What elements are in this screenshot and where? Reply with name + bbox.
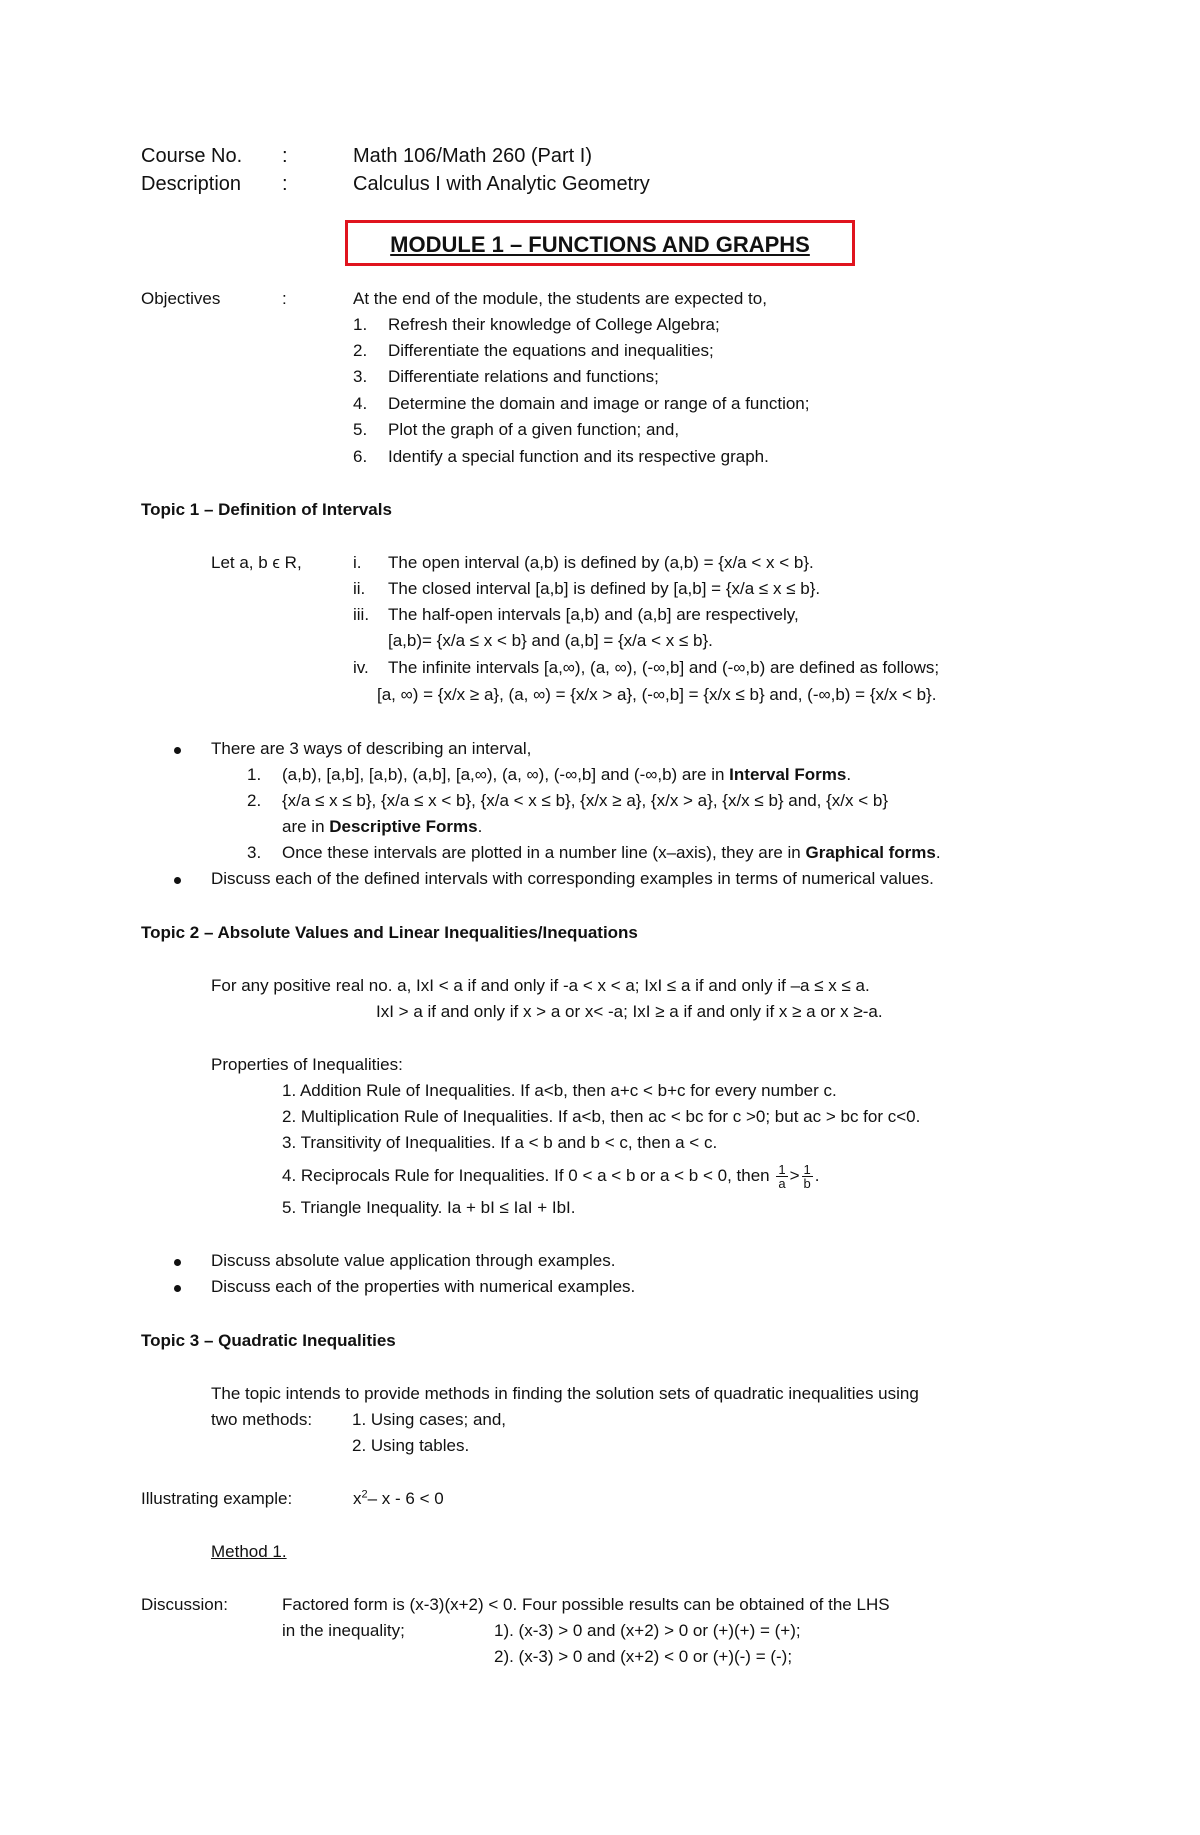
objective-number: 4.	[353, 394, 368, 413]
description-colon: :	[282, 173, 288, 195]
topic3-intro: The topic intends to provide methods in finding the solution sets of quadratic inequalities using	[211, 1384, 919, 1403]
objectives-intro: At the end of the module, the students are expected to,	[353, 289, 767, 308]
bullet-dot	[174, 1259, 181, 1266]
definition-text: [a, ∞) = {x/x ≥ a}, (a, ∞) = {x/x > a}, (-∞,b] = {x/x ≤ b} and, (-∞,b) = {x/x < b}.	[377, 685, 937, 704]
course-value: Math 106/Math 260 (Part I)	[353, 145, 593, 167]
definition-number: i.	[353, 553, 362, 572]
discussion-text: in the inequality;	[282, 1621, 405, 1640]
module-title: MODULE 1 – FUNCTIONS AND GRAPHS	[390, 232, 810, 257]
objective-number: 5.	[353, 420, 368, 439]
way-text: (a,b), [a,b], [a,b), (a,b], [a,∞), (a, ∞), (-∞,b] and (-∞,b) are in Interval Forms.	[282, 765, 852, 784]
absolute-value-rule: IxI > a if and only if x > a or x< -a; IxI ≥ a if and only if x ≥ a or x ≥-a.	[376, 1002, 883, 1021]
objective-number: 1.	[353, 315, 368, 334]
topic1-let: Let a, b ϵ R,	[211, 553, 302, 572]
objective-item: Determine the domain and image or range of a function;	[388, 394, 810, 413]
case-item: 2). (x-3) > 0 and (x+2) < 0 or (+)(-) = (-);	[494, 1647, 793, 1666]
way-number: 2.	[247, 791, 262, 810]
definition-text: The closed interval [a,b] is defined by [a,b] = {x/a ≤ x ≤ b}.	[388, 579, 821, 598]
objective-item: Identify a special function and its respective graph.	[388, 447, 769, 466]
property-item: 3. Transitivity of Inequalities. If a < b and b < c, then a < c.	[282, 1133, 718, 1152]
topic2-bullet: Discuss absolute value application through examples.	[211, 1251, 616, 1270]
case-item: 1). (x-3) > 0 and (x+2) > 0 or (+)(+) = (+);	[494, 1621, 801, 1640]
way-number: 1.	[247, 765, 262, 784]
way-text: {x/a ≤ x ≤ b}, {x/a ≤ x < b}, {x/a < x ≤ b}, {x/x ≥ a}, {x/x > a}, {x/x ≤ b} and, {x/x < b}	[282, 791, 889, 810]
discussion-text: Factored form is (x-3)(x+2) < 0. Four possible results can be obtained of the LHS	[282, 1595, 890, 1614]
property-item: 1. Addition Rule of Inequalities. If a<b, then a+c < b+c for every number c.	[282, 1081, 837, 1100]
way-text: Once these intervals are plotted in a number line (x–axis), they are in Graphical forms.	[282, 843, 941, 862]
topic3-intro: two methods:	[211, 1410, 313, 1429]
objective-item: Plot the graph of a given function; and,	[388, 420, 680, 439]
objective-number: 3.	[353, 367, 368, 386]
objective-number: 6.	[353, 447, 368, 466]
definition-number: iv.	[353, 658, 369, 677]
illustrating-label: Illustrating example:	[141, 1489, 293, 1508]
topic1-title: Topic 1 – Definition of Intervals	[141, 500, 392, 519]
topic1-bullet: There are 3 ways of describing an interval,	[211, 739, 532, 758]
method-item: 2. Using tables.	[352, 1436, 470, 1455]
property-item: 5. Triangle Inequality. Ia + bI ≤ IaI + IbI.	[282, 1198, 576, 1217]
topic2-title: Topic 2 – Absolute Values and Linear Inequalities/Inequations	[141, 923, 638, 942]
objective-item: Differentiate the equations and inequalities;	[388, 341, 714, 360]
bullet-dot	[174, 877, 181, 884]
discussion-label: Discussion:	[141, 1595, 228, 1614]
illustrating-expression: $x^2-$ x - 6 < 0	[353, 1488, 444, 1508]
description-label: Description	[141, 173, 242, 195]
objective-item: Refresh their knowledge of College Algebra;	[388, 315, 720, 334]
way-text: are in Descriptive Forms.	[282, 817, 483, 836]
fraction-one-over-b: $\frac{1}{b}$	[803, 1162, 811, 1191]
bullet-dot	[174, 1285, 181, 1292]
objective-number: 2.	[353, 341, 368, 360]
course-colon: :	[282, 145, 288, 167]
objective-item: Differentiate relations and functions;	[388, 367, 659, 386]
definition-text: [a,b)= {x/a ≤ x < b} and (a,b] = {x/a < x ≤ b}.	[388, 631, 713, 650]
way-number: 3.	[247, 843, 262, 862]
objectives-label: Objectives	[141, 289, 221, 308]
fraction-one-over-a: $\frac{1}{a}$	[778, 1162, 786, 1191]
module-title-box	[345, 220, 855, 266]
definition-number: iii.	[353, 605, 370, 624]
definition-text: The open interval (a,b) is defined by (a,b) = {x/a < x < b}.	[388, 553, 814, 572]
description-value: Calculus I with Analytic Geometry	[353, 173, 650, 195]
topic2-bullet: Discuss each of the properties with numerical examples.	[211, 1277, 636, 1296]
topic1-bullet: Discuss each of the defined intervals with corresponding examples in terms of numerical values.	[211, 869, 934, 888]
definition-text: The half-open intervals [a,b) and (a,b] are respectively,	[388, 605, 799, 624]
topic3-title: Topic 3 – Quadratic Inequalities	[141, 1331, 396, 1350]
property-item: 2. Multiplication Rule of Inequalities. If a<b, then ac < bc for c >0; but ac > bc for c<0.	[282, 1107, 921, 1126]
method-item: 1. Using cases; and,	[352, 1410, 507, 1429]
method-heading: Method 1.	[211, 1542, 287, 1561]
properties-label: Properties of Inequalities:	[211, 1055, 403, 1074]
definition-text: The infinite intervals [a,∞), (a, ∞), (-∞,b] and (-∞,b) are defined as follows;	[388, 658, 940, 677]
objectives-colon: :	[282, 289, 287, 308]
definition-number: ii.	[353, 579, 366, 598]
property-item: 4. Reciprocals Rule for Inequalities. If 0 < a < b or a < b < 0, then $\frac{1}{a}$ > $\frac{1}{b}$ .	[282, 1162, 820, 1191]
course-label: Course No.	[141, 145, 243, 167]
bullet-dot	[174, 747, 181, 754]
absolute-value-rule: For any positive real no. a, IxI < a if and only if -a < x < a; IxI ≤ a if and only if –a ≤ x ≤ a.	[211, 976, 870, 995]
